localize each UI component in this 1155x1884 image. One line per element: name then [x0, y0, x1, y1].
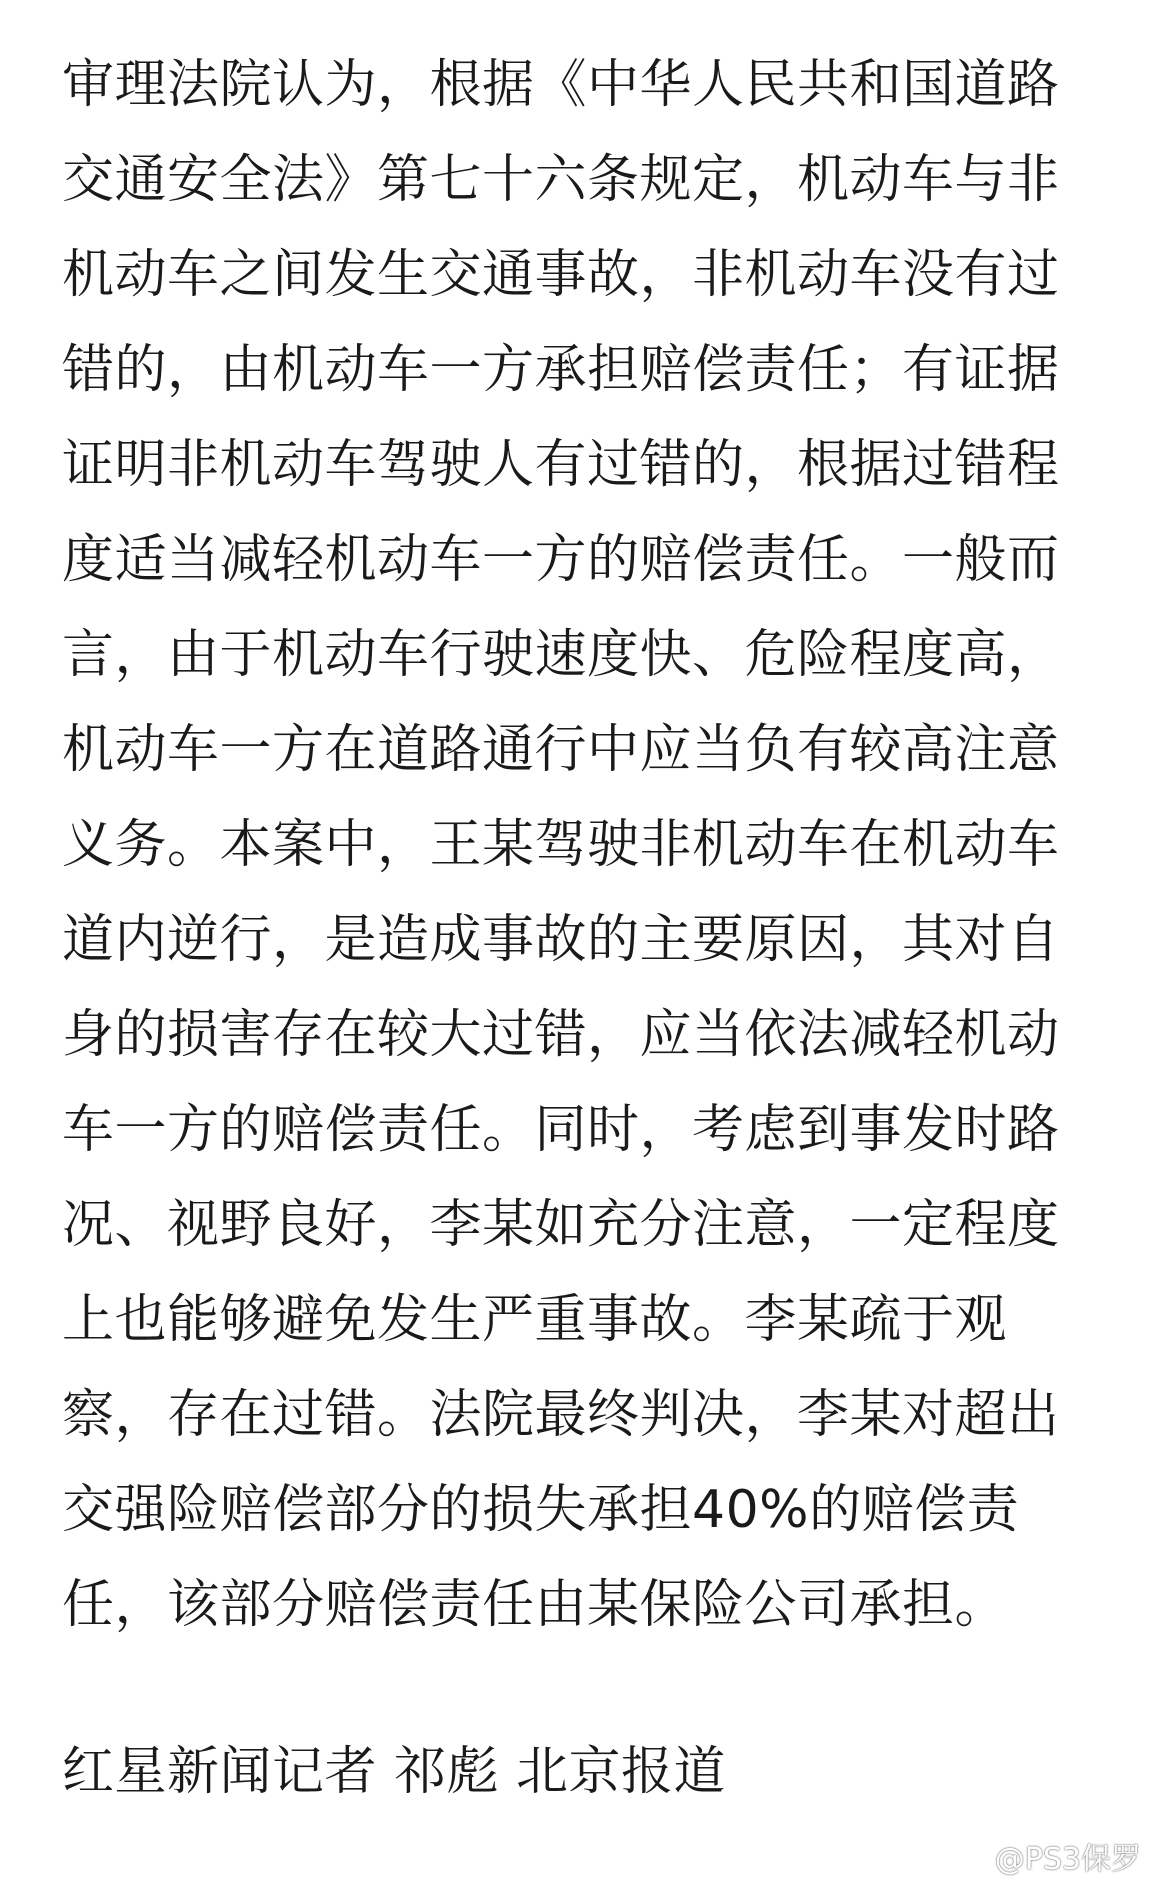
- article-line: 交通安全法》第七十六条规定，机动车与非: [62, 150, 1060, 210]
- article-line: 机动车一方在道路通行中应当负有较高注意: [62, 720, 1060, 780]
- article-line: 度适当减轻机动车一方的赔偿责任。一般而: [62, 530, 1060, 590]
- article-line: 身的损害存在较大过错，应当依法减轻机动: [62, 1005, 1060, 1065]
- article-line: 机动车之间发生交通事故，非机动车没有过: [62, 245, 1060, 305]
- article-line: 审理法院认为，根据《中华人民共和国道路: [62, 55, 1060, 115]
- article-line: 交强险赔偿部分的损失承担40%的赔偿责: [62, 1480, 1020, 1540]
- watermark: [949, 1834, 1141, 1878]
- article-line: 况、视野良好，李某如充分注意，一定程度: [62, 1195, 1060, 1255]
- article-line: 错的，由机动车一方承担赔偿责任；有证据: [62, 340, 1060, 400]
- article-line: 任，该部分赔偿责任由某保险公司承担。: [62, 1575, 1008, 1635]
- article-line: 义务。本案中，王某驾驶非机动车在机动车: [62, 815, 1060, 875]
- article-line: 言，由于机动车行驶速度快、危险程度高，: [62, 625, 1060, 685]
- article-line: 道内逆行，是造成事故的主要原因，其对自: [62, 910, 1060, 970]
- article-body: [62, 38, 1107, 1653]
- byline: 红星新闻记者 祁彪 北京报道: [62, 1742, 727, 1802]
- article-line: 上也能够避免发生严重事故。李某疏于观: [62, 1290, 1008, 1350]
- weibo-icon: [949, 1840, 989, 1872]
- article-line: 证明非机动车驾驶人有过错的，根据过错程: [62, 435, 1060, 495]
- article-line: 车一方的赔偿责任。同时，考虑到事发时路: [62, 1100, 1060, 1160]
- article-line: 察，存在过错。法院最终判决，李某对超出: [62, 1385, 1060, 1445]
- watermark-text: @PS3保罗: [994, 1842, 1141, 1877]
